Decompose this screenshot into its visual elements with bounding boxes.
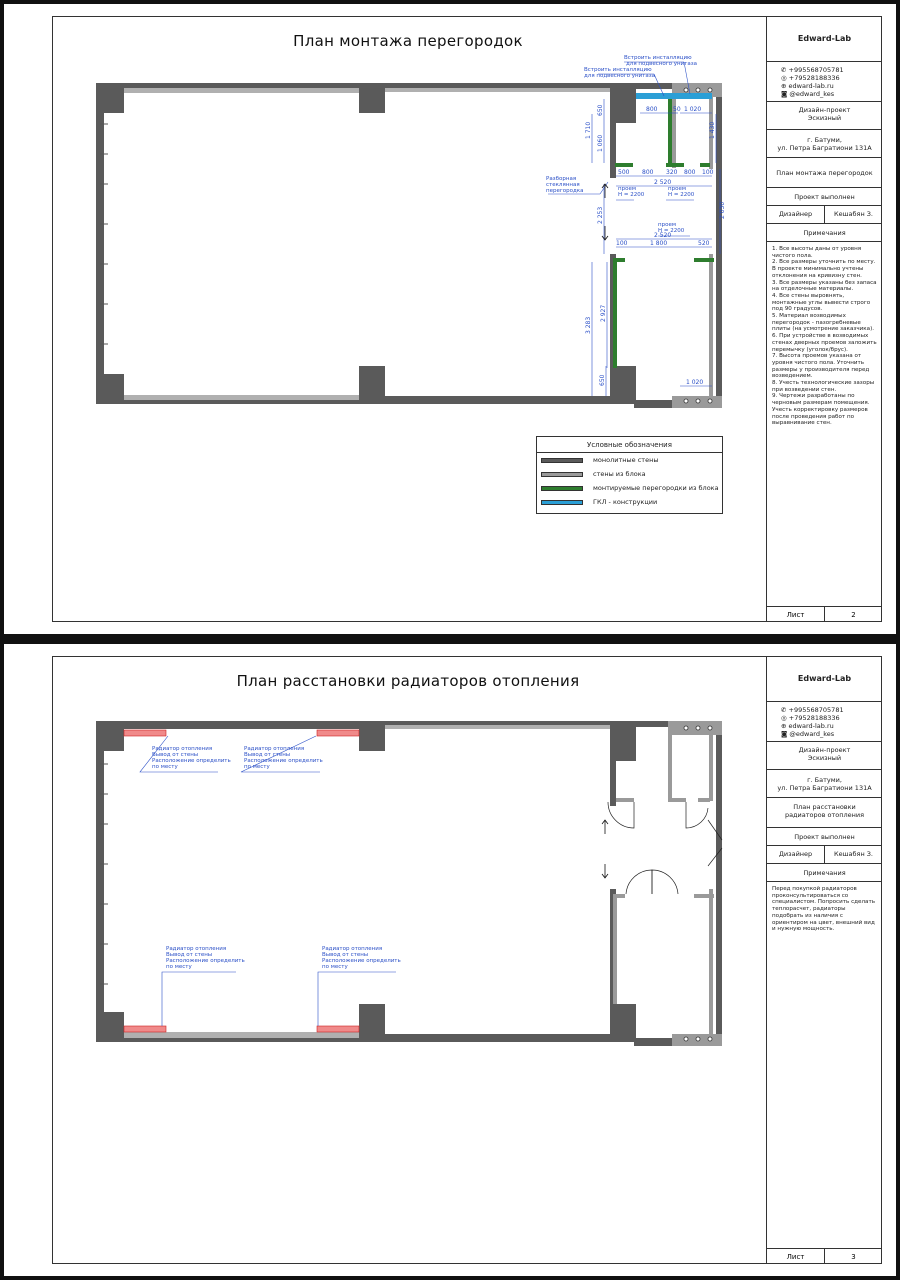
radiator [317, 730, 359, 736]
dim-1710: 1 710 [585, 121, 592, 139]
dim-100: 100 [702, 169, 714, 176]
phone-icon: ✆ [781, 66, 789, 74]
dim-100-b: 100 [616, 240, 628, 247]
legend-swatch [541, 472, 583, 477]
sheet-footer [767, 606, 882, 622]
designer-name: Кешабян З. [824, 846, 882, 863]
sheet-label: Лист [786, 1252, 805, 1261]
dim-3283: 3 283 [585, 316, 592, 334]
status: Проект выполнен [767, 188, 882, 206]
sheet-number: 2 [824, 607, 882, 622]
drawing-sheet-radiators [4, 644, 896, 1276]
legend-item [537, 481, 722, 495]
drawing-sheet-partitions [4, 4, 896, 634]
radiator-note: Радиатор отопления Вывод от стены Расположение определить по месту [322, 946, 401, 970]
dim-650: 650 [597, 104, 604, 116]
dim-1060: 1 060 [597, 134, 604, 152]
notes-label: Примечания [767, 864, 882, 882]
globe-icon: ⊕ [781, 722, 789, 731]
dim-1020-top: 1 020 [684, 106, 702, 113]
contacts [767, 702, 882, 742]
legend [536, 436, 723, 514]
legend-label: монтируемые перегородки из блока [593, 484, 719, 492]
sheet-label: Лист [786, 610, 805, 619]
dim-2253: 2 253 [597, 206, 604, 224]
phone-icon: ✆ [781, 706, 789, 714]
annotation-opening-2: проем H = 2200 [668, 186, 695, 198]
contact-web: ⊕ edward-lab.ru [781, 82, 834, 91]
floor-plan-partitions [4, 4, 896, 634]
gkl-construction [636, 93, 712, 99]
dim-320: 320 [666, 169, 678, 176]
walls [96, 83, 722, 408]
leader-lines [140, 736, 396, 1026]
annotation-opening-3: проем H = 2200 [658, 222, 685, 234]
instagram-icon: ◙ [781, 730, 790, 739]
dim-800-a: 800 [642, 169, 654, 176]
floor-plan-radiators [4, 644, 896, 1276]
dimension-values [585, 104, 726, 386]
walls [96, 721, 722, 1046]
project-type: Дизайн-проект Эскизный [767, 742, 882, 770]
contact-phone: ✆ +995568705781 [781, 706, 844, 714]
legend-swatch [541, 458, 583, 463]
notes-text: 1. Все высоты даны от уровня чистого пола. 2. Все размеры уточнить по месту. В проекте минимально учтены отклонения на кривизну стен. 3. Все размеры указаны без запаса на отделочные материалы. 4. Все стены выровнять, монтажные углы вывести строго под 90 градусов. 5. Материал возводимых перегородок - пазогребневые плиты (на усмотрение заказчика). 6. При устройстве в возводимых стенах дверных проемов заложить перемычку (уголок/брус). 7. Высота проемов указана от уровня чистого пола. Уточнить размеры у производителя перед возведением. 8. Учесть технологические зазоры при возведении стен. 9. Чертежи разработаны по черновым размерам помещения. Учесть корректировку размеров после проведения работ по выравнивание стен. [772, 246, 877, 427]
contacts [767, 62, 882, 102]
dim-2927: 2 927 [600, 304, 607, 322]
designer-label: Дизайнер [778, 850, 813, 859]
designer-label: Дизайнер [778, 210, 813, 219]
instagram-icon: ◙ [781, 90, 790, 99]
direction-arrows [602, 820, 608, 878]
dim-1430: 1 430 [709, 121, 716, 139]
radiator-note: Радиатор отопления Вывод от стены Расположение определить по месту [244, 746, 323, 770]
radiator [124, 730, 166, 736]
legend-swatch [541, 500, 583, 505]
dim-2520-a: 2 520 [654, 179, 672, 186]
radiator-notes [152, 746, 401, 970]
contact-whatsapp: ◎ +79528188336 [781, 74, 840, 83]
sheet-title: План монтажа перегородок [293, 32, 523, 50]
legend-swatch [541, 486, 583, 491]
sheet-tb-title: План монтажа перегородок [767, 158, 882, 188]
legend-label: монолитные стены [593, 456, 659, 464]
sheet-tb-title: План расстановки радиаторов отопления [767, 798, 882, 828]
radiator [124, 1026, 166, 1032]
legend-item [537, 453, 722, 467]
annotation-install-1: Встроить инсталляцию [624, 55, 692, 61]
legend-label: ГКЛ - конструкции [593, 498, 658, 506]
dim-520: 520 [698, 240, 710, 247]
radiator [317, 1026, 359, 1032]
annotation-install-2: Встроить инсталляцию [584, 67, 652, 73]
annotation-install-1b: для подвесного унитаза [626, 61, 698, 67]
dim-2030: 2 030 [719, 201, 726, 219]
address: г. Батуми, ул. Петра Багратиони 131А [767, 130, 882, 158]
notes-text: Перед покупкой радиаторов проконсультироваться со специалистом. Попросить сделать теплорасчет, радиаторы подобрать из наличия с ориентиром на цвет, внешний вид и нужную мощность. [772, 886, 877, 933]
company-logo: Edward-Lab [767, 16, 882, 62]
notes-label: Примечания [767, 224, 882, 242]
company-logo: Edward-Lab [767, 656, 882, 702]
title-block [766, 16, 882, 622]
contact-instagram: ◙ @edward_kes [781, 730, 835, 739]
contact-phone: ✆ +995568705781 [781, 66, 844, 74]
legend-item [537, 467, 722, 481]
doors [608, 802, 722, 894]
legend-item [537, 495, 722, 509]
radiator-note: Радиатор отопления Вывод от стены Расположение определить по месту [152, 746, 231, 770]
contact-instagram: ◙ @edward_kes [781, 90, 835, 99]
sheet-number: 3 [824, 1249, 882, 1264]
dim-50: 50 [673, 106, 681, 113]
dim-1020-b: 1 020 [686, 379, 704, 386]
whatsapp-icon: ◎ [781, 714, 789, 723]
project-type: Дизайн-проект Эскизный [767, 102, 882, 130]
dim-800-top: 800 [646, 106, 658, 113]
dim-2520-b: 2 520 [654, 232, 672, 239]
status: Проект выполнен [767, 828, 882, 846]
sheet-footer [767, 1248, 882, 1264]
legend-title: Условные обозначения [537, 437, 722, 453]
legend-label: стены из блока [593, 470, 646, 478]
globe-icon: ⊕ [781, 82, 789, 91]
designer-row [767, 206, 882, 224]
annotation-opening-1: проем H = 2200 [618, 186, 645, 198]
dim-500: 500 [618, 169, 630, 176]
contact-web: ⊕ edward-lab.ru [781, 722, 834, 731]
dim-800-b: 800 [684, 169, 696, 176]
designer-name: Кешабян З. [824, 206, 882, 223]
designer-row [767, 846, 882, 864]
radiators [124, 730, 359, 1032]
annotation-install-2b: для подвесного унитаза [584, 73, 656, 79]
annotation-glass-partition: Разборная стеклянная перегородка [546, 176, 584, 194]
sheet-title: План расстановки радиаторов отопления [236, 672, 580, 690]
dim-650-b: 650 [599, 374, 606, 386]
address: г. Батуми, ул. Петра Багратиони 131А [767, 770, 882, 798]
whatsapp-icon: ◎ [781, 74, 789, 83]
radiator-note: Радиатор отопления Вывод от стены Расположение определить по месту [166, 946, 245, 970]
title-block [766, 656, 882, 1264]
contact-whatsapp: ◎ +79528188336 [781, 714, 840, 723]
dim-1800: 1 800 [650, 240, 668, 247]
